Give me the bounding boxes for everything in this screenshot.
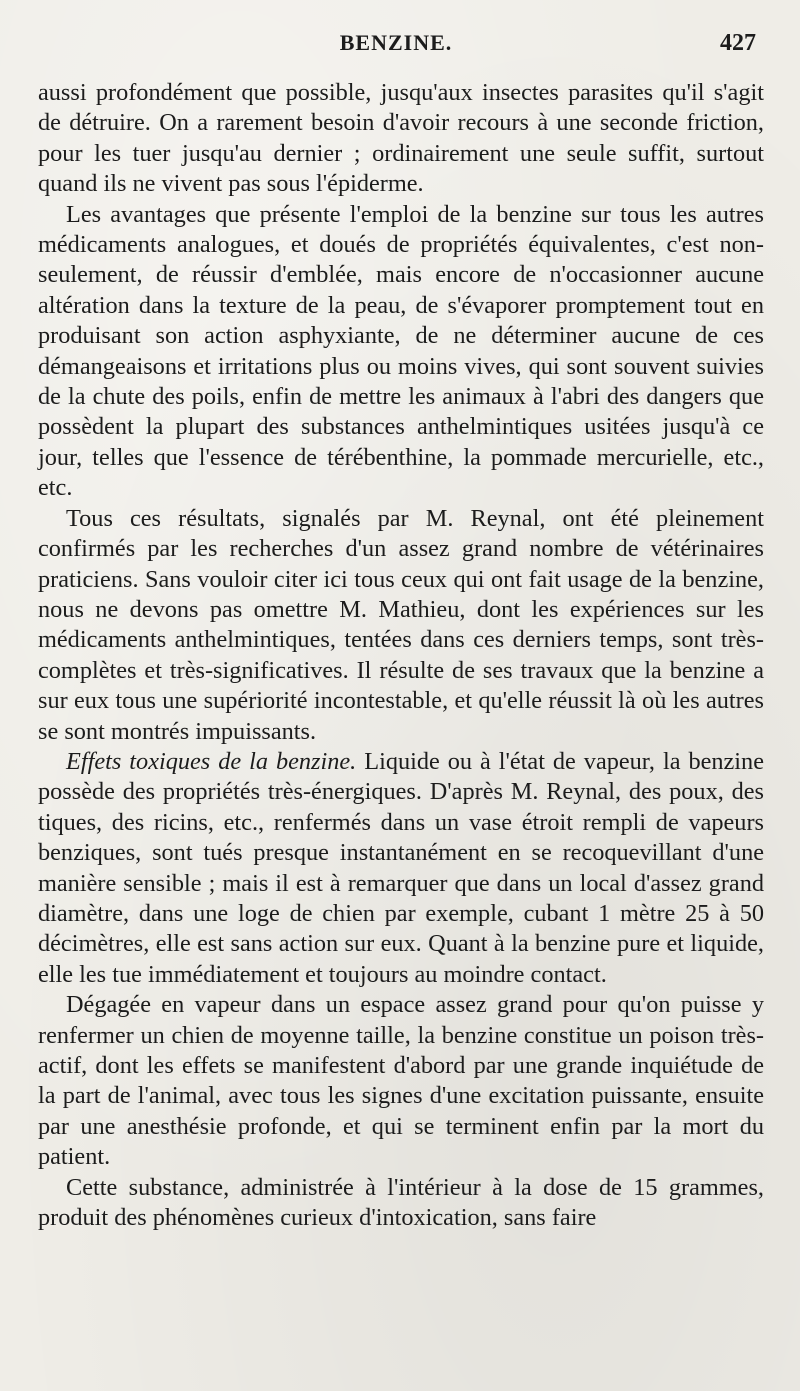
body-text xyxy=(38,78,764,1233)
paragraph-dose: Cette substance, administrée à l'intérieur à la dose de 15 grammes, produit des phénomènes curieux d'intoxication, sans faire xyxy=(38,1173,764,1232)
section-lead: Effets toxiques de la benzine. xyxy=(66,747,357,775)
page-number: 427 xyxy=(720,30,756,56)
running-head xyxy=(36,30,756,64)
paragraph-results: Tous ces résultats, signalés par M. Reynal, ont été pleinement confirmés par les recherches d'un assez grand nombre de vétérinaires praticiens. Sans vouloir citer ici tous ceux qui ont fait usage de la benzine, nous ne devons pas omettre M. Mathieu, dont les expériences sur les médicaments anthelmintiques, tentées dans ces derniers temps, sont très-complètes et très-significatives. Il résulte de ses travaux que la benzine a sur eux tous une supériorité incontestable, et qu'elle réussit là où les autres se sont montrés impuissants. xyxy=(38,504,764,745)
paragraph-text: Liquide ou à l'état de vapeur, la benzine possède des propriétés très-énergiques. D'après M. Reynal, des poux, des tiques, des ricins, etc., renfermés dans un vase étroit rempli de vapeurs benziques, sont tués presque instantanément en se recoquevillant d'une manière sensible ; mais il est à remarquer que dans un local d'assez grand diamètre, dans une loge de chien par exemple, cubant 1 mètre 25 à 50 décimètres, elle est sans action sur eux. Quant à la benzine pure et liquide, elle les tue immédiatement et toujours au moindre contact. xyxy=(38,747,764,988)
running-title: BENZINE. xyxy=(339,30,453,55)
paragraph-continuation: aussi profondément que possible, jusqu'aux insectes parasites qu'il s'agit de détruire. On a rarement besoin d'avoir recours à une seconde friction, pour les tuer jusqu'au dernier ; ordinairement une seule suffit, surtout quand ils ne vivent pas sous l'épiderme. xyxy=(38,79,764,198)
paragraph-advantages: Les avantages que présente l'emploi de la benzine sur tous les autres médicaments analogues, et doués de propriétés équivalentes, c'est non-seulement, de réussir d'emblée, mais encore de n'occasionner aucune altération dans la texture de la peau, de s'évaporer promptement tout en produisant son action asphyxiante, de ne déterminer aucune de ces démangeaisons et irritations plus ou moins vives, qui sont souvent suivies de la chute des poils, enfin de mettre les animaux à l'abri des dangers que possèdent la plupart des substances anthelmintiques usitées jusqu'à ce jour, telles que l'essence de térébenthine, la pommade mercurielle, etc., etc. xyxy=(38,200,764,502)
paragraph-toxic-effects xyxy=(38,747,764,990)
paragraph-vapor: Dégagée en vapeur dans un espace assez grand pour qu'on puisse y renfermer un chien de moyenne taille, la benzine constitue un poison très-actif, dont les effets se manifestent d'abord par une grande inquiétude de la part de l'animal, avec tous les signes d'une excitation puissante, ensuite par une anesthésie profonde, et qui se terminent enfin par la mort du patient. xyxy=(38,991,764,1171)
